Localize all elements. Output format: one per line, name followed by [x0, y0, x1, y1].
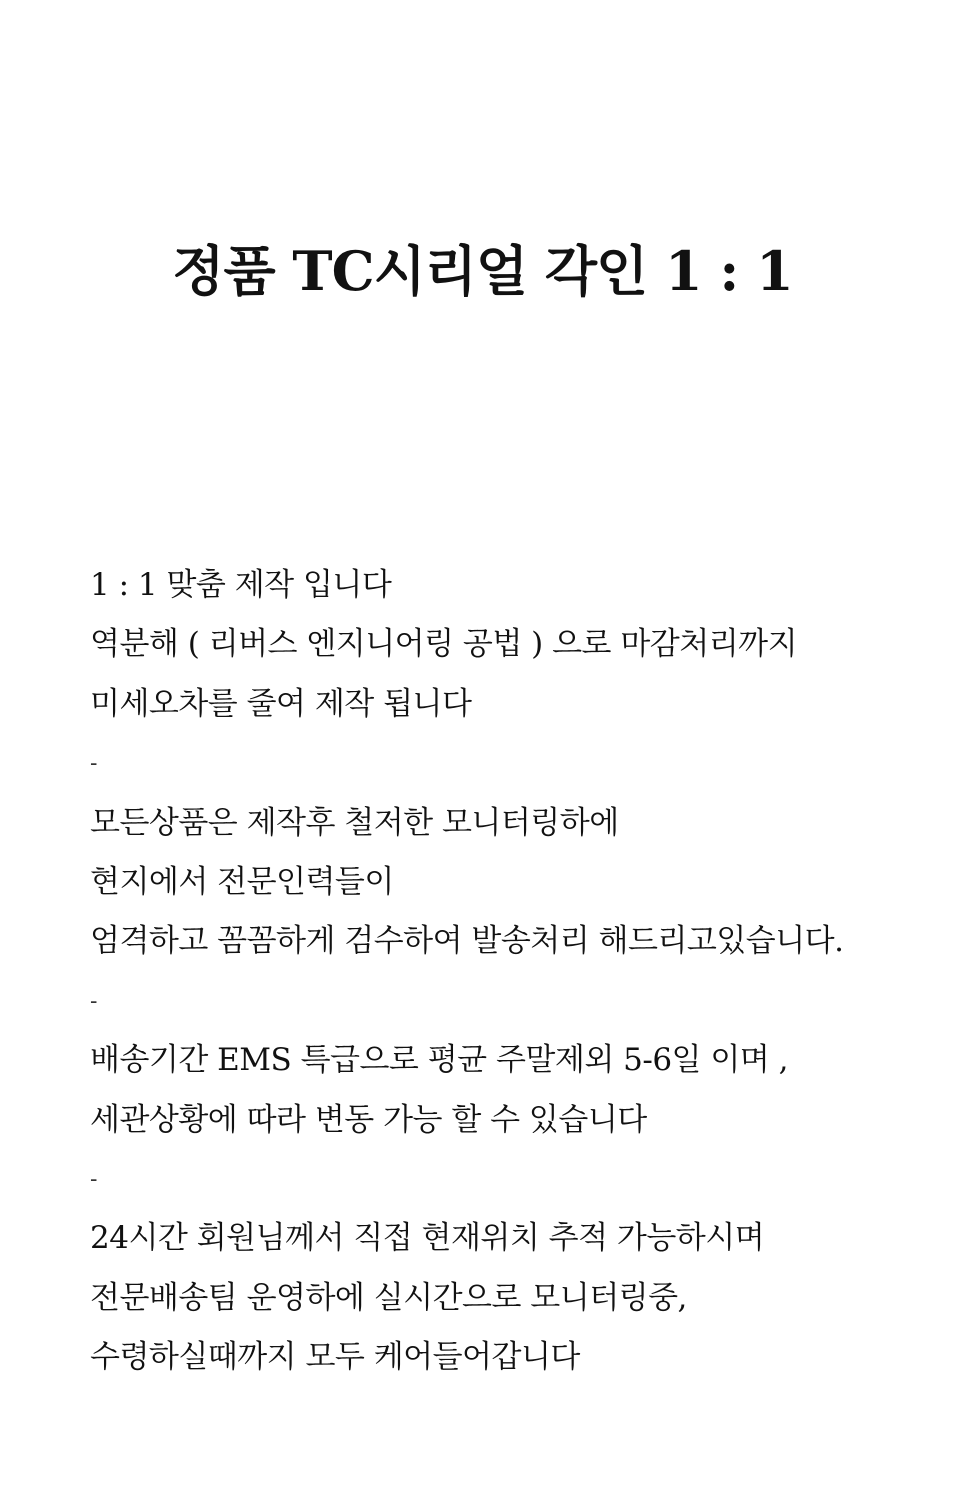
notice-line: 현지에서 전문인력들이 [90, 863, 394, 900]
notice-line: 1 : 1 맞춤 제작 입니다 [90, 567, 392, 603]
notice-line: 세관상황에 따라 변동 가능 할 수 있습니다 [90, 1101, 647, 1138]
notice-line: 역분해 ( 리버스 엔지니어링 공법 ) 으로 마감처리까지 [90, 626, 798, 663]
section-separator: - [90, 988, 97, 1014]
notice-line: 모든상품은 제작후 철저한 모니터링하에 [90, 804, 619, 841]
notice-line: 전문배송팀 운영하에 실시간으로 모니터링중, [90, 1279, 687, 1316]
notice-line: 미세오차를 줄여 제작 됩니다 [90, 685, 472, 722]
section-separator: - [90, 1166, 97, 1192]
notice-line: 배송기간 EMS 특급으로 평균 주말제외 5-6일 이며 , [90, 1042, 788, 1079]
notice-line: 수령하실때까지 모두 케어들어갑니다 [90, 1339, 580, 1376]
page-title: 정품 TC시리얼 각인 1 : 1 [172, 239, 793, 303]
notice-body [90, 556, 930, 1387]
notice-line: 24시간 회원님께서 직접 현재위치 추적 가능하시며 [90, 1220, 765, 1257]
section-separator: - [90, 751, 97, 777]
notice-line: 엄격하고 꼼꼼하게 검수하여 발송처리 해드리고있습니다. [90, 923, 844, 960]
